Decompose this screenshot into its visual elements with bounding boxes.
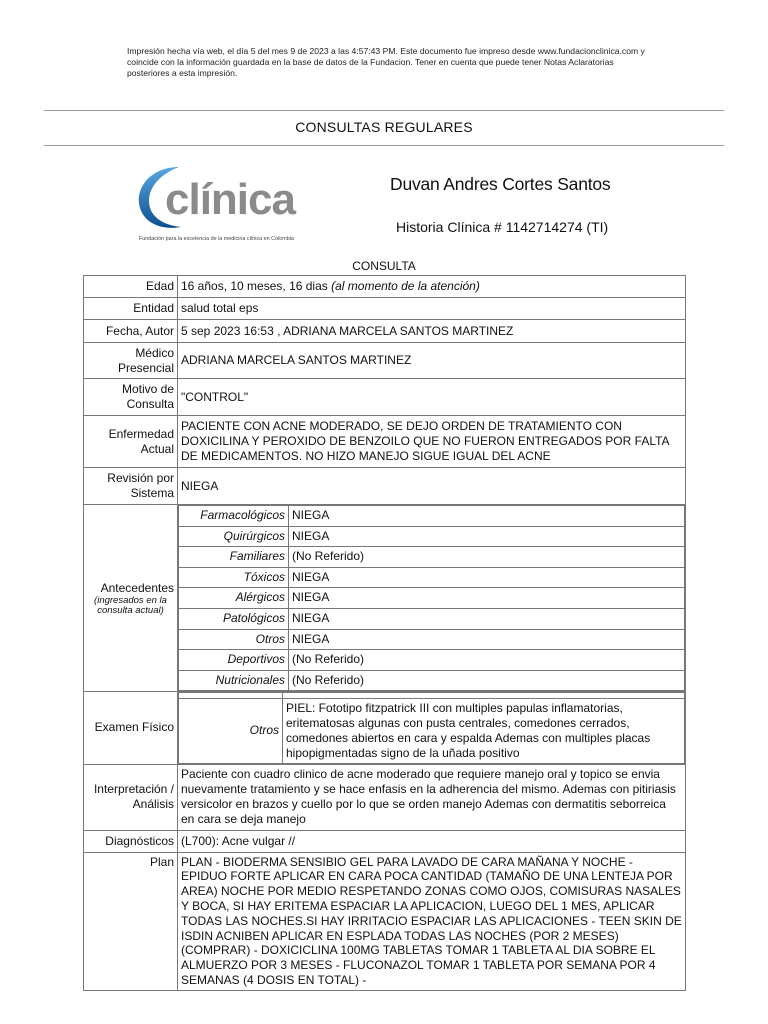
label-revision: Revisión por Sistema [84, 468, 178, 505]
label-plan: Plan [84, 852, 178, 990]
history-number: Historia Clínica # 1142714274 (TI) [396, 219, 609, 235]
antecedente-key: Deportivos [179, 650, 289, 671]
antecedentes-table [178, 505, 685, 691]
antecedente-value: NIEGA [289, 506, 685, 527]
antecedentes-list [178, 505, 686, 692]
examen-value: PIEL: Fototipo fitzpatrick III con multiples papulas inflamatorias, eritematosas algunas con pusta centrales, comedones cerrados, comedones abiertos en cara y espalda Ademas con multiples placas hipopigmentadas signo de la uñada positivo [283, 699, 685, 763]
label-enfermedad: Enfermedad Actual [84, 416, 178, 468]
consulta-heading: CONSULTA [352, 259, 416, 273]
label-interpretacion: Interpretación / Análisis [84, 764, 178, 830]
value-diagnosticos: (L700): Acne vulgar // [178, 830, 686, 852]
label-motivo: Motivo de Consulta [84, 379, 178, 416]
patient-name: Duvan Andres Cortes Santos [390, 174, 611, 194]
section-title: CONSULTAS REGULARES [295, 119, 473, 135]
antecedente-row [179, 650, 685, 671]
antecedente-key: Quirúrgicos [179, 526, 289, 547]
edad-text: 16 años, 10 meses, 16 dias [181, 279, 328, 293]
antecedente-key: Farmacológicos [179, 506, 289, 527]
row-edad [84, 276, 686, 298]
print-disclaimer: Impresión hecha vía web, el día 5 del mes 9 de 2023 a las 4:57:43 PM. Este documento fue impreso desde www.fundacionclinica.com y coincide con la información guardada en la base de datos de la Fundacion. Tener en cuenta que puede tener Notas Aclaratorias posteriores a esta impresión. [127, 46, 645, 78]
row-plan [84, 852, 686, 990]
antecedente-value: NIEGA [289, 588, 685, 609]
label-diagnosticos: Diagnósticos [84, 830, 178, 852]
examen-table [178, 692, 685, 763]
antecedente-row [179, 567, 685, 588]
value-revision: NIEGA [178, 468, 686, 505]
row-interpretacion [84, 764, 686, 830]
antecedente-value: (No Referido) [289, 670, 685, 691]
value-interpretacion: Paciente con cuadro clinico de acne moderado que requiere manejo oral y topico se envia nuevamente tratamiento y se hace enfasis en la adherencia del mismo. Ademas con pitiriasis versicolor en brazos y cuello por lo que se orden manejo Ademas con dermatitis seborreica en cara se deja manejo [178, 764, 686, 830]
antecedente-key: Familiares [179, 547, 289, 568]
divider-top [44, 110, 724, 111]
antecedente-value: NIEGA [289, 608, 685, 629]
antecedente-row [179, 526, 685, 547]
antecedente-row [179, 670, 685, 691]
antecedente-value: NIEGA [289, 629, 685, 650]
antecedente-key: Otros [179, 629, 289, 650]
row-medico [84, 343, 686, 379]
examen-key: Otros [179, 699, 283, 763]
label-edad: Edad [84, 276, 178, 298]
label-entidad: Entidad [84, 298, 178, 320]
value-medico: ADRIANA MARCELA SANTOS MARTINEZ [178, 343, 686, 379]
logo-wordmark: clínica [165, 175, 295, 224]
row-revision [84, 468, 686, 505]
antecedente-key: Nutricionales [179, 670, 289, 691]
examen-cell [178, 692, 686, 764]
row-enfermedad [84, 416, 686, 468]
antecedente-value: (No Referido) [289, 650, 685, 671]
antecedentes-note: (ingresados en la consulta actual) [94, 594, 167, 616]
value-entidad: salud total eps [178, 298, 686, 320]
consulta-table [83, 275, 686, 991]
value-edad [178, 276, 686, 298]
value-plan: PLAN - BIODERMA SENSIBIO GEL PARA LAVADO DE CARA MAÑANA Y NOCHE - EPIDUO FORTE APLICAR EN CARA POCA CANTIDAD (TAMAÑO DE UNA LENTEJA POR AREA) NOCHE POR MEDIO RESPETANDO ZONAS COMO OJOS, COMISURAS NASALES Y BOCA, SI HAY ERITEMA ESPACIAR LA APLICACION, LUEGO DEL 1 MES, APLICAR TODAS LAS NOCHES.SI HAY IRRITACIO ESPACIAR LAS APLICACIONES - TEEN SKIN DE ISDIN ACNIBEN APLICAR EN ESPLADA TODAS LAS NOCHES (POR 2 MESES) (COMPRAR) - DOXICICLINA 100MG TABLETAS TOMAR 1 TABLETA AL DIA SOBRE EL ALMUERZO POR 3 MESES - FLUCONAZOL TOMAR 1 TABLETA POR SEMANA POR 4 SEMANAS (4 DOSIS EN TOTAL) - [178, 852, 686, 990]
value-motivo: "CONTROL" [178, 379, 686, 416]
label-fecha: Fecha, Autor [84, 320, 178, 343]
antecedente-row [179, 608, 685, 629]
antecedente-row [179, 547, 685, 568]
row-motivo [84, 379, 686, 416]
antecedente-value: NIEGA [289, 526, 685, 547]
row-entidad [84, 298, 686, 320]
label-examen: Examen Físico [84, 692, 178, 764]
clinica-logo [135, 163, 310, 251]
antecedente-value: (No Referido) [289, 547, 685, 568]
logo-tagline: Fundación para la excelencia de la medicina clínica en Colombia [139, 236, 294, 242]
row-antecedentes [84, 505, 686, 692]
antecedente-row [179, 588, 685, 609]
row-fecha [84, 320, 686, 343]
label-antecedentes-cell [84, 505, 178, 692]
antecedente-key: Alérgicos [179, 588, 289, 609]
value-enfermedad: PACIENTE CON ACNE MODERADO, SE DEJO ORDEN DE TRATAMIENTO CON DOXICILINA Y PEROXIDO DE BENZOILO QUE NO FUERON ENTREGADOS POR FALTA DE MEDICAMENTOS. NO HIZO MANEJO SIGUE IGUAL DEL ACNE [178, 416, 686, 468]
row-examen [84, 692, 686, 764]
value-fecha: 5 sep 2023 16:53 , ADRIANA MARCELA SANTOS MARTINEZ [178, 320, 686, 343]
divider-bottom [44, 145, 724, 146]
antecedente-row [179, 506, 685, 527]
antecedente-row [179, 629, 685, 650]
antecedente-key: Patológicos [179, 608, 289, 629]
edad-note: (al momento de la atención) [331, 279, 480, 293]
label-antecedentes: Antecedentes [100, 580, 174, 595]
antecedente-key: Tóxicos [179, 567, 289, 588]
row-diagnosticos [84, 830, 686, 852]
label-medico: Médico Presencial [84, 343, 178, 379]
antecedente-value: NIEGA [289, 567, 685, 588]
